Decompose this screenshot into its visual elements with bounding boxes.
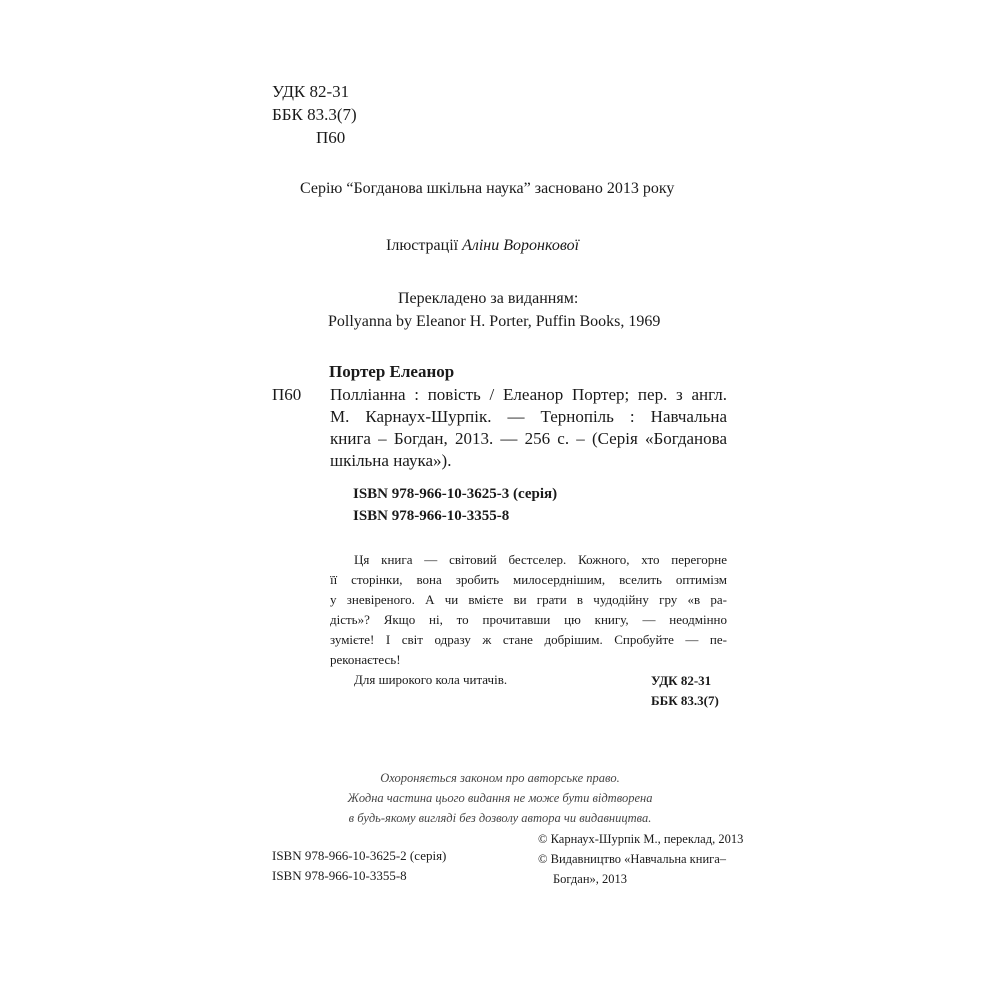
catalog-isbn: ISBN 978-966-10-3355-8 [353,508,510,524]
annotation [330,550,727,690]
catalog-desc-line: М. Карнаух-Шурпiк. — Тернопiль : Навчальна [330,407,727,426]
annotation-line: реконаєтесь! [330,652,401,667]
illustrations-credit [386,235,579,257]
annotation-line: її сторінки, вона зробить милосерднішим, вселить оптимізм [330,572,727,587]
annotation-line: дість»? Якщо ні, то прочитавши цю книгу, — неодмінно [330,612,727,627]
bbk-code-top: ББК 83.3(7) [272,105,357,124]
annotation-line: Ця книга — світовий бестселер. Кожного, хто перегорне [354,552,727,567]
copyright-notice-line: в будь-якому вигляді без дозволу автора чи видавництва. [348,811,652,825]
footer-isbn-series: ISBN 978-966-10-3625-2 (серія) [272,848,447,863]
footer-isbn: ISBN 978-966-10-3355-8 [272,868,407,883]
author-mark-top: П60 [316,128,346,147]
translation-source-label: Перекладено за виданням: [398,290,579,307]
annotation-line: у зневіреного. А чи вмієте ви грати в чудодійну гру «в ра- [330,592,727,607]
translation-source-title: Pollyanna by Eleanor H. Porter, Puffin Books, 1969 [328,313,661,330]
copyright-publisher-cont: Богдан», 2013 [553,872,628,886]
copyright-notice-line: Жодна частина цього видання не може бути відтворена [347,791,653,805]
illustrations-artist: Аліни Воронкової [462,237,580,254]
udk-code-top: УДК 82-31 [272,82,350,101]
copyright-notice-line: Охороняється законом про авторське право. [380,771,620,785]
bbk-code-bottom: ББК 83.3(7) [651,693,719,708]
illustrations-prefix: Ілюстрації [386,237,459,254]
catalog-mark: П60 [272,385,302,404]
annotation-line: зумієте! І світ одразу ж стане добрішим. Спробуйте — пе- [330,632,727,647]
catalog-author: Портер Елеанор [329,362,455,381]
catalog-desc-line: шкiльна наука»). [330,451,452,470]
copyright-translation: © Карнаух-Шурпік М., переклад, 2013 [538,832,744,846]
catalog-desc-line: Поллiанна : повiсть / Елеанор Портер; пер. з англ. [330,385,727,404]
annotation-audience: Для широкого кола читачів. [354,672,508,687]
catalog-desc-line: книга – Богдан, 2013. — 256 с. – (Серiя «Богданова [330,429,727,448]
catalog-description [330,384,727,472]
udk-code-bottom: УДК 82-31 [651,673,712,688]
copyright-publisher: © Видавництво «Навчальна книга– [538,852,727,866]
series-note: Серію “Богданова шкільна наука” засновано 2013 року [300,180,675,197]
catalog-isbn-series: ISBN 978-966-10-3625-3 (серія) [353,486,558,502]
